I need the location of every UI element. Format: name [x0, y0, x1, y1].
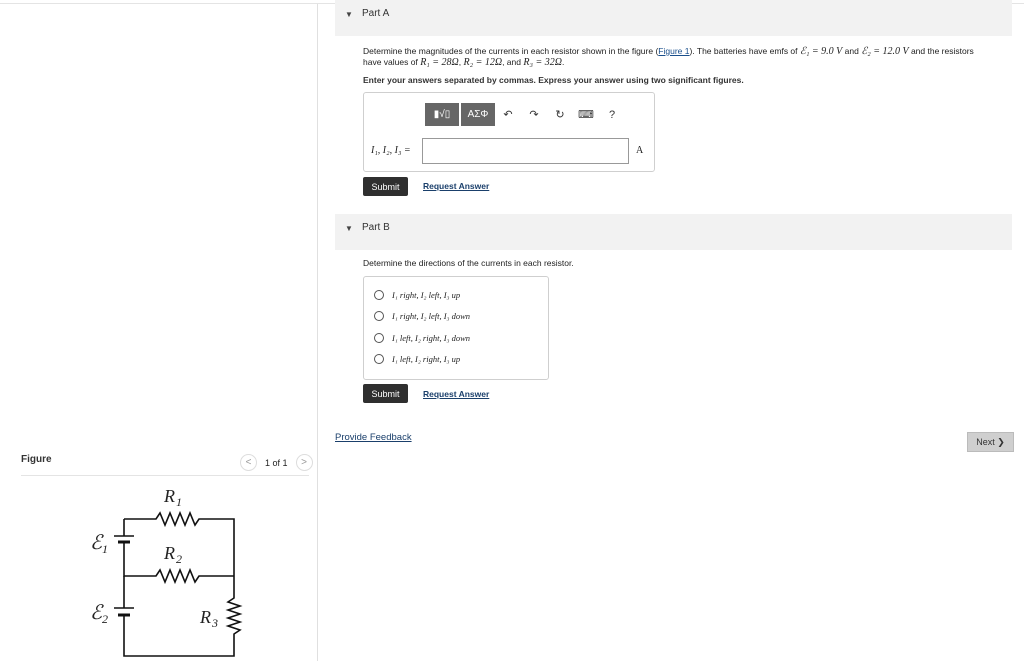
help-icon[interactable]: ?: [608, 108, 616, 121]
radio-button[interactable]: [374, 311, 384, 321]
option-4[interactable]: I₁ left, I₂ right, I₃ up: [374, 354, 460, 364]
radio-button[interactable]: [374, 354, 384, 364]
radio-button[interactable]: [374, 290, 384, 300]
greek-symbols-button[interactable]: ΑΣΦ: [461, 103, 495, 126]
radio-button[interactable]: [374, 333, 384, 343]
part-b-title: Part B: [362, 222, 390, 233]
option-3[interactable]: I₁ left, I₂ right, I₃ down: [374, 333, 470, 343]
direction-options: [363, 276, 549, 380]
figure-counter: 1 of 1: [265, 457, 288, 468]
figure-title: Figure: [21, 454, 52, 465]
part-a-title: Part A: [362, 8, 390, 19]
part-b-submit-button[interactable]: Submit: [363, 384, 408, 403]
r3-value: R₃ = 32Ω: [523, 57, 562, 68]
keyboard-icon[interactable]: ⌨: [578, 109, 594, 121]
r3-sub: 3: [212, 616, 218, 630]
emf1-sub: 1: [102, 542, 108, 556]
part-a-instruction: Enter your answers separated by commas. Express your answer using two significant figures.: [363, 75, 744, 85]
r1-sub: 1: [176, 495, 182, 509]
option-1[interactable]: I₁ right, I₂ left, I₃ up: [374, 290, 460, 300]
answer-unit: A: [636, 145, 644, 156]
circuit-diagram: [80, 480, 260, 661]
r2-value: R₂ = 12Ω: [463, 57, 503, 68]
next-button[interactable]: Next ❯: [967, 432, 1014, 452]
math-toolbar: [425, 103, 625, 126]
part-a-request-answer[interactable]: Request Answer: [423, 181, 490, 191]
option-2[interactable]: I₁ right, I₂ left, I₃ down: [374, 311, 470, 321]
collapse-icon[interactable]: ▼: [345, 224, 353, 233]
answer-input[interactable]: [422, 138, 629, 164]
part-a-header[interactable]: [335, 0, 1012, 36]
part-a-question: Determine the magnitudes of the currents in each resistor shown in the figure (Figure 1). The batteries have emfs of ℰ₁ = 9.0 V and ℰ₂ = 12.0 V and the resistors have values of R₁ = 28Ω, R₂ = 12Ω, and R₃ = 32Ω.: [363, 46, 974, 68]
part-b-header[interactable]: [335, 214, 1012, 250]
reset-icon[interactable]: ↻: [555, 109, 565, 121]
collapse-icon[interactable]: ▼: [345, 10, 353, 19]
emf1-value: ℰ₁ = 9.0 V: [799, 46, 843, 57]
part-b-question: Determine the directions of the currents in each resistor.: [363, 258, 574, 268]
emf2-value: ℰ₂ = 12.0 V: [861, 46, 909, 57]
emf2-label: ℰ: [90, 602, 103, 624]
r2-label: R: [164, 543, 175, 563]
battery-1: [114, 536, 134, 552]
r1-label: R: [164, 486, 175, 506]
r2-sub: 2: [176, 552, 182, 566]
undo-icon[interactable]: ↶: [503, 109, 513, 121]
r3-resistor: [228, 576, 240, 640]
answer-label: I₁, I₂, I₃ =: [371, 145, 411, 156]
battery-2: [114, 608, 134, 622]
emf1-label: ℰ: [90, 532, 103, 554]
part-a-submit-button[interactable]: Submit: [363, 177, 408, 196]
answer-box: [363, 92, 655, 172]
figure-pager: [240, 454, 313, 471]
provide-feedback-link[interactable]: Provide Feedback: [335, 432, 412, 443]
r1-resistor: [124, 513, 234, 576]
figure-link[interactable]: Figure 1: [658, 46, 690, 56]
templates-button[interactable]: ▮√▯: [425, 103, 459, 126]
figure-divider: [21, 475, 309, 476]
redo-icon[interactable]: ↷: [529, 109, 539, 121]
r1-value: R₁ = 28Ω: [420, 57, 459, 68]
figure-next-button[interactable]: >: [296, 454, 313, 471]
panel-divider: [317, 4, 318, 661]
r3-label: R: [200, 607, 211, 627]
part-b-request-answer[interactable]: Request Answer: [423, 389, 490, 399]
figure-prev-button[interactable]: <: [240, 454, 257, 471]
emf2-sub: 2: [102, 612, 108, 626]
